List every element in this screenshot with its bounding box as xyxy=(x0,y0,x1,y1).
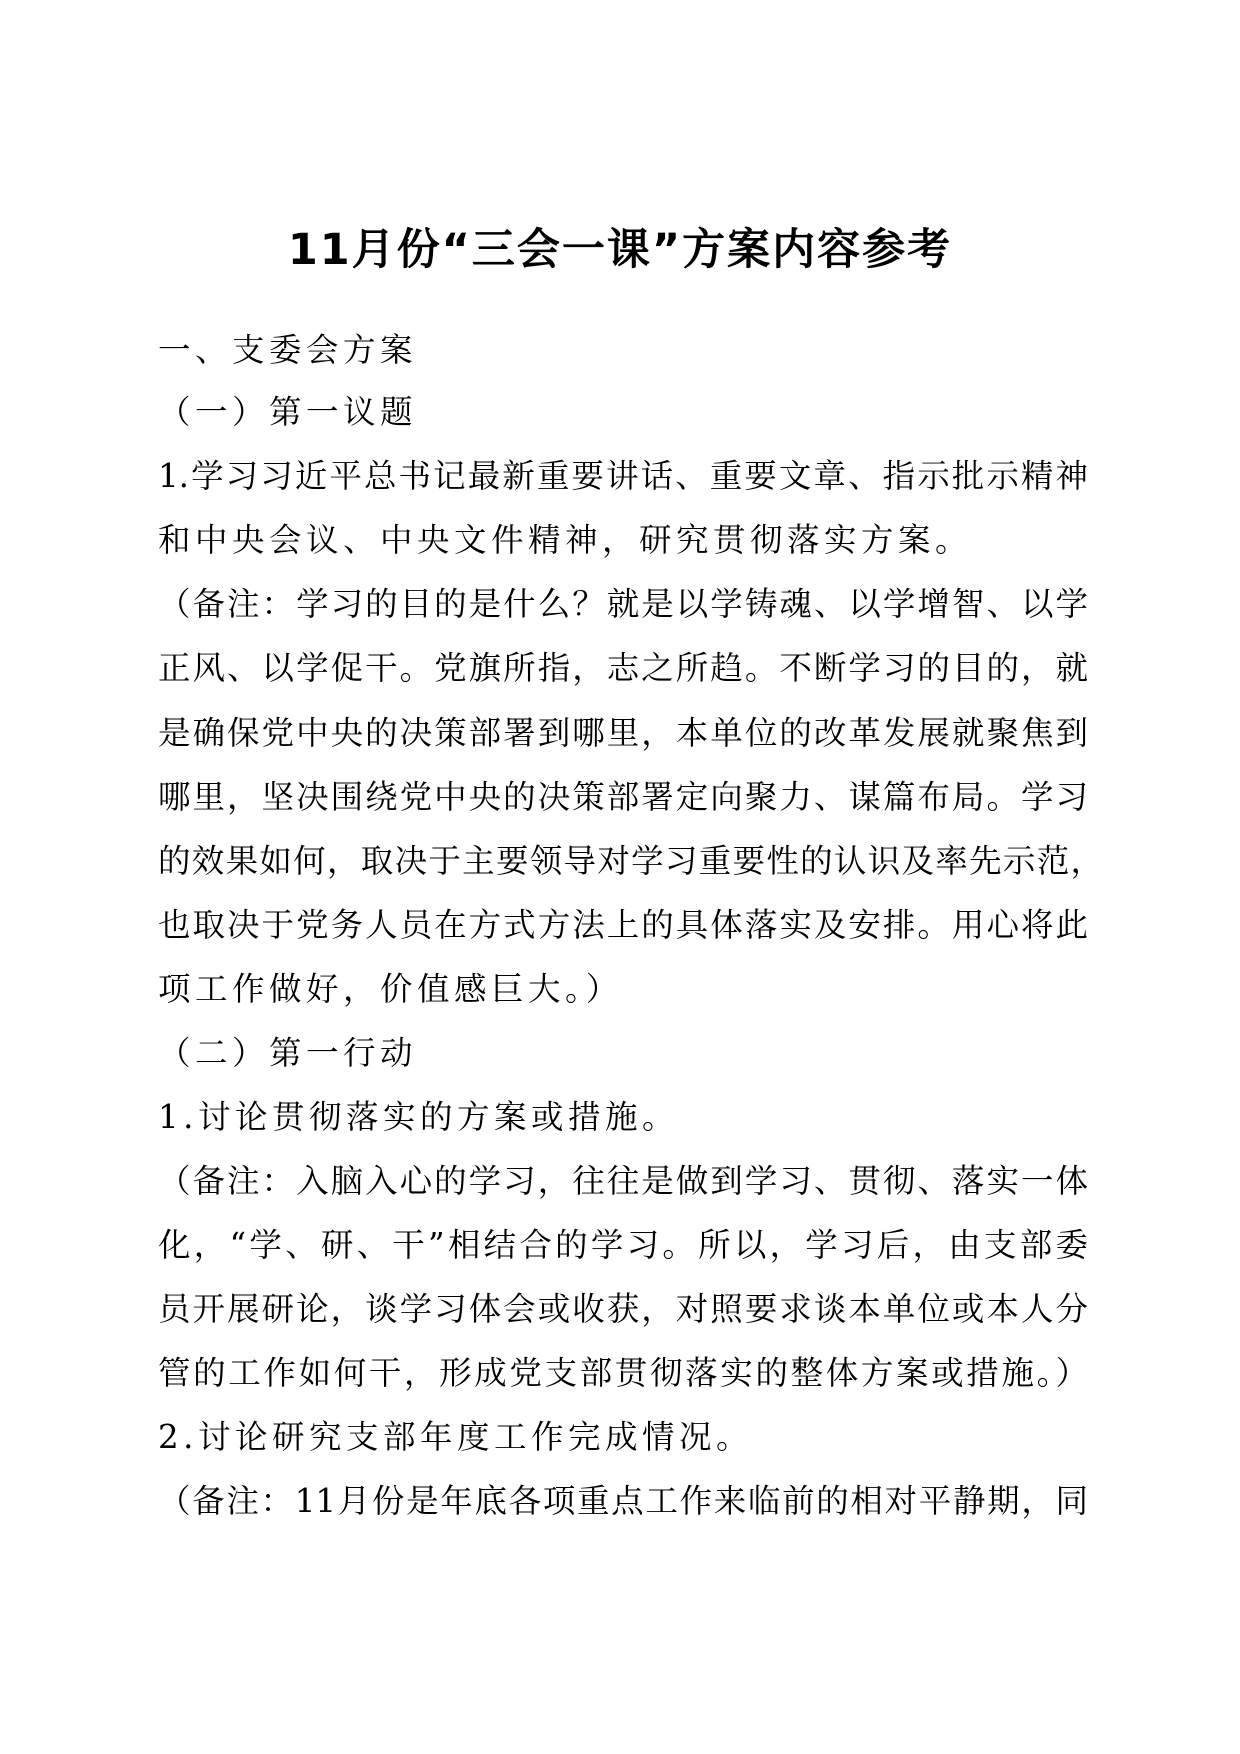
note-line: （备注：入脑入心的学习，往往是做到学习、贯彻、落实一体 xyxy=(158,1162,1088,1200)
note-line: 员开展研论，谈学习体会或收获，对照要求谈本单位或本人分 xyxy=(158,1290,1088,1328)
note-line: 项工作做好，价值感巨大。） xyxy=(158,970,623,1008)
paragraph-line: 1.学习习近平总书记最新重要讲话、重要文章、指示批示精神 xyxy=(158,457,1088,495)
document-title: 11月份“三会一课”方案内容参考 xyxy=(287,225,953,275)
note-line: 管的工作如何干，形成党支部贯彻落实的整体方案或措施。） xyxy=(158,1354,1088,1392)
paragraph-line: 1.讨论贯彻落实的方案或措施。 xyxy=(158,1098,680,1136)
note-line: 是确保党中央的决策部署到哪里，本单位的改革发展就聚焦到 xyxy=(158,714,1088,752)
subsection-heading: （一）第一议题 xyxy=(158,393,418,431)
note-line: 正风、以学促干。党旗所指，志之所趋。不断学习的目的，就 xyxy=(158,649,1088,687)
note-line: 的效果如何，取决于主要领导对学习重要性的认识及率先示范， xyxy=(158,842,1103,880)
note-line: 也取决于党务人员在方式方法上的具体落实及安排。用心将此 xyxy=(158,906,1088,944)
paragraph-line: 2.讨论研究支部年度工作完成情况。 xyxy=(158,1418,754,1456)
note-line: （备注：11月份是年底各项重点工作来临前的相对平静期，同 xyxy=(158,1482,1088,1520)
note-line: 哪里，坚决围绕党中央的决策部署定向聚力、谋篇布局。学习 xyxy=(158,778,1088,816)
subsection-heading: （二）第一行动 xyxy=(158,1034,418,1072)
note-line: （备注：学习的目的是什么？就是以学铸魂、以学增智、以学 xyxy=(158,585,1088,623)
section-heading: 一、支委会方案 xyxy=(158,331,418,369)
note-line: 化，“学、研、干”相结合的学习。所以，学习后，由支部委 xyxy=(158,1226,1088,1264)
paragraph-line: 和中央会议、中央文件精神，研究贯彻落实方案。 xyxy=(158,521,973,559)
